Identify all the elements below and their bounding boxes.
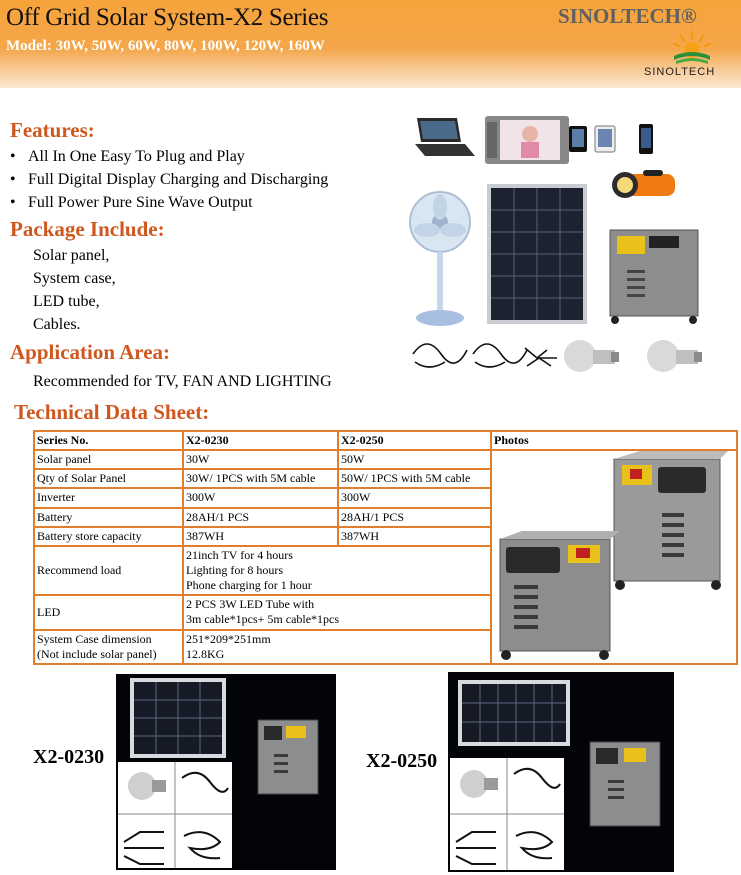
torch-image <box>612 170 675 198</box>
package-item: Solar panel, <box>33 247 110 264</box>
column-header: Series No. <box>34 431 183 450</box>
row-label: Battery <box>34 508 183 527</box>
package-item: LED tube, <box>33 293 100 310</box>
row-label: LED <box>34 595 183 629</box>
page-title: Off Grid Solar System-X2 Series <box>6 4 329 31</box>
row-label: Recommend load <box>34 546 183 595</box>
cell-value: 28AH/1 PCS <box>338 508 491 527</box>
case-label-line: System Case dimension <box>37 631 152 646</box>
cell-value: 300W <box>183 488 338 507</box>
application-text: Recommended for TV, FAN AND LIGHTING <box>33 373 332 390</box>
spec-table <box>33 430 738 665</box>
table-header-row <box>34 431 737 450</box>
case-label-line: (Not include solar panel) <box>37 646 157 661</box>
cell-value <box>183 595 491 629</box>
system-case-image <box>258 720 318 794</box>
model-label-x2-0250: X2-0250 <box>366 750 438 772</box>
tv-image <box>485 116 569 164</box>
cell-value: 300W <box>338 488 491 507</box>
case-line: 251*209*251mm <box>186 631 271 646</box>
features-heading: Features: <box>10 118 95 142</box>
accessory-grid <box>118 762 232 868</box>
led-bulb-image <box>564 340 619 372</box>
row-label: Solar panel <box>34 450 183 469</box>
package-item: System case, <box>33 270 116 287</box>
cell-value: 28AH/1 PCS <box>183 508 338 527</box>
cell-value: 50W/ 1PCS with 5M cable <box>338 469 491 488</box>
system-case-image <box>590 742 660 826</box>
case-line: 12.8KG <box>186 646 225 661</box>
led-bulb-image <box>647 340 702 372</box>
system-case-image <box>610 230 698 324</box>
solar-panel-image <box>130 678 226 758</box>
solar-panel-image <box>487 184 587 324</box>
row-label <box>34 630 183 664</box>
tech-heading: Technical Data Sheet: <box>14 400 210 424</box>
cell-value <box>183 630 491 664</box>
cell-value <box>183 546 491 595</box>
recommend-line: Lighting for 8 hours <box>186 563 283 578</box>
recommend-line: 21inch TV for 4 hours <box>186 548 293 563</box>
cell-value: 30W/ 1PCS with 5M cable <box>183 469 338 488</box>
laptop-image <box>415 118 475 156</box>
kit-photo-x2-0250 <box>448 672 674 872</box>
model-line: Model: 30W, 50W, 60W, 80W, 100W, 120W, 160W <box>6 38 325 54</box>
system-case-image <box>500 531 620 660</box>
accessory-grid <box>450 758 564 870</box>
package-item: Cables. <box>33 316 81 333</box>
led-line: 3m cable*1pcs+ 5m cable*1pcs <box>186 612 340 627</box>
logo-wordmark: SINOLTECH <box>644 66 716 78</box>
cell-value: 387WH <box>338 527 491 546</box>
led-line: 2 PCS 3W LED Tube with <box>186 597 315 612</box>
application-heading: Application Area: <box>10 340 171 364</box>
package-heading: Package Include: <box>10 217 165 241</box>
system-case-image <box>614 451 728 590</box>
column-header: X2-0250 <box>338 431 491 450</box>
kit-photo-x2-0230 <box>116 674 336 870</box>
sun-logo-icon <box>670 30 714 68</box>
row-label: Battery store capacity <box>34 527 183 546</box>
column-header: X2-0230 <box>183 431 338 450</box>
recommend-line: Phone charging for 1 hour <box>186 578 312 593</box>
system-case-photos <box>492 451 732 663</box>
feature-item: • All In One Easy To Plug and Play <box>10 148 245 165</box>
solar-panel-image <box>458 680 570 746</box>
row-label: Inverter <box>34 488 183 507</box>
photo-cell <box>491 450 737 664</box>
model-label-x2-0230: X2-0230 <box>33 746 105 768</box>
brand-name: SINOLTECH® <box>558 4 697 28</box>
cell-value: 50W <box>338 450 491 469</box>
product-collage <box>405 112 730 382</box>
feature-item: • Full Digital Display Charging and Discharging <box>10 171 329 188</box>
cables-image <box>413 344 557 367</box>
feature-item: • Full Power Pure Sine Wave Output <box>10 194 253 211</box>
column-header: Photos <box>491 431 737 450</box>
table-row <box>34 450 737 469</box>
cell-value: 30W <box>183 450 338 469</box>
row-label: Qty of Solar Panel <box>34 469 183 488</box>
cell-value: 387WH <box>183 527 338 546</box>
fan-image <box>410 192 470 326</box>
